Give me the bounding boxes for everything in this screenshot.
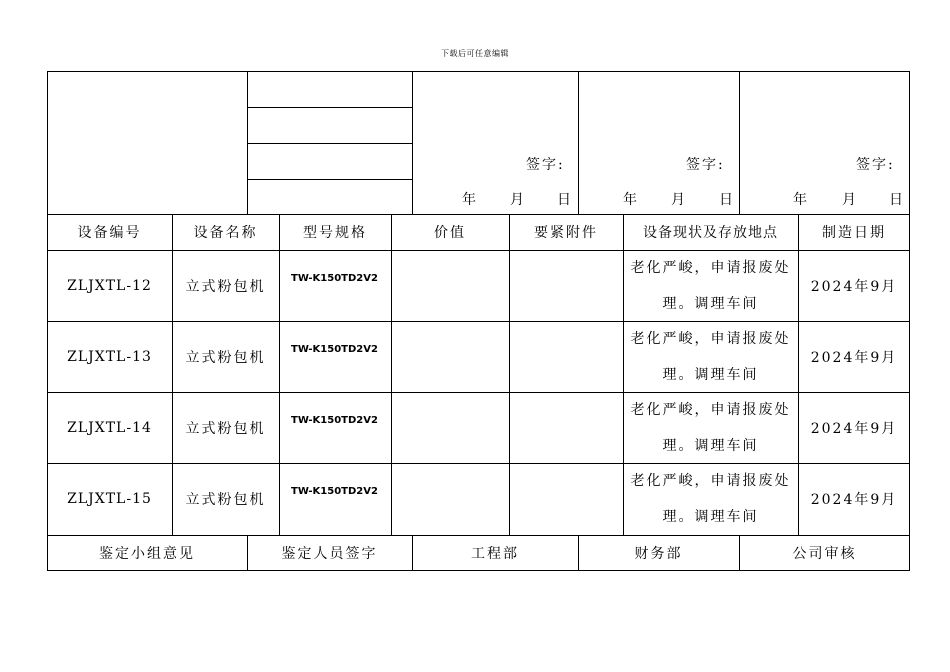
rule-top-v3 <box>578 71 579 214</box>
row-3-date: 2024年9月 <box>810 420 898 437</box>
footer-appraiser-signature: 鉴定人员签字 <box>281 546 378 562</box>
row-1-model: TW-K150TD2V2 <box>291 273 378 284</box>
equipment-form-table <box>47 71 910 571</box>
footer-finance-dept: 财务部 <box>634 546 683 562</box>
row-1-code: ZLJXTL-12 <box>67 277 152 294</box>
sign-month-finance: 月 <box>671 192 685 208</box>
row-4-model: TW-K150TD2V2 <box>291 486 378 497</box>
sign-year-company: 年 <box>793 192 807 208</box>
signature-label-engineering: 签字: <box>526 157 565 173</box>
rule-top-v4 <box>739 71 740 214</box>
row-4-code: ZLJXTL-15 <box>67 491 152 507</box>
header-model-spec: 型号规格 <box>303 225 367 241</box>
sign-month-engineering: 月 <box>510 192 524 208</box>
footer-company-review: 公司审核 <box>792 546 857 562</box>
row-2-model: TW-K150TD2V2 <box>291 344 378 355</box>
footer-engineering-dept: 工程部 <box>471 546 519 562</box>
sign-day-finance: 日 <box>719 192 733 208</box>
row-2-status-line1: 老化严峻，申请报废处 <box>630 331 791 347</box>
header-value: 价值 <box>434 225 466 241</box>
row-3-code: ZLJXTL-14 <box>67 419 152 436</box>
rule-top-h1 <box>247 107 412 108</box>
rule-top-h2 <box>247 143 412 144</box>
signature-label-finance: 签字: <box>686 157 725 173</box>
row-1-status-line1: 老化严峻，申请报废处 <box>630 260 791 276</box>
rule-col-2 <box>279 214 280 535</box>
rule-col-3 <box>391 214 392 535</box>
row-3-name: 立式粉包机 <box>185 420 266 437</box>
sign-year-finance: 年 <box>623 192 637 208</box>
row-1-name: 立式粉包机 <box>185 278 266 295</box>
sign-year-engineering: 年 <box>462 192 476 208</box>
header-accessories: 要紧附件 <box>534 225 598 241</box>
header-status-location: 设备现状及存放地点 <box>643 225 778 241</box>
row-1-status-line2: 理。调理车间 <box>662 296 759 312</box>
row-4-status-line2: 理。调理车间 <box>662 509 759 525</box>
row-2-date: 2024年9月 <box>810 349 898 366</box>
row-2-code: ZLJXTL-13 <box>67 348 152 365</box>
row-4-status-line1: 老化严峻，申请报废处 <box>630 473 791 489</box>
sign-day-company: 日 <box>889 192 903 208</box>
row-4-date: 2024年9月 <box>810 492 898 508</box>
rule-col-4 <box>509 214 510 535</box>
signature-label-company: 签字: <box>856 157 895 173</box>
row-3-model: TW-K150TD2V2 <box>291 415 378 426</box>
row-3-status-line1: 老化严峻，申请报废处 <box>630 402 791 418</box>
row-2-name: 立式粉包机 <box>185 349 266 366</box>
rule-top-v2 <box>412 71 413 214</box>
sign-month-company: 月 <box>842 192 856 208</box>
row-1-date: 2024年9月 <box>810 278 898 295</box>
header-manufacture-date: 制造日期 <box>822 225 886 241</box>
rule-top-h3 <box>247 179 412 180</box>
row-4-name: 立式粉包机 <box>185 492 266 508</box>
row-2-status-line2: 理。调理车间 <box>662 367 759 383</box>
header-equipment-code: 设备编号 <box>77 225 142 241</box>
row-3-status-line2: 理。调理车间 <box>662 438 759 454</box>
page-note: 下载后可任意编辑 <box>441 49 509 58</box>
sign-day-engineering: 日 <box>557 192 571 208</box>
header-equipment-name: 设备名称 <box>193 225 258 241</box>
footer-appraisal-opinion: 鉴定小组意见 <box>99 546 195 562</box>
